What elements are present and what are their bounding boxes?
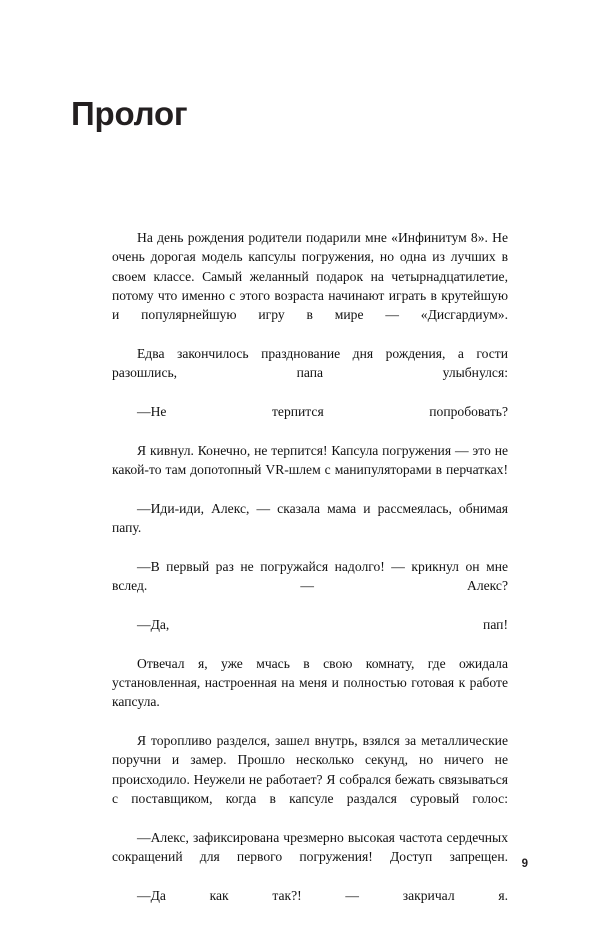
page-number: 9 [521, 858, 528, 870]
dialogue-line: —Алекс, зафиксирована чрезмерно высокая частота сердечных сокращений для первого погружения! Доступ запрещен. [112, 829, 508, 864]
dialogue-line: —Да, пап! [137, 616, 508, 632]
dialogue-line: —Иди-иди, Алекс, — сказала мама и рассмеялась, обнимая папу. [112, 500, 508, 536]
body-text-column [112, 228, 508, 924]
paragraph: Я кивнул. Конечно, не терпится! Капсула погружения — это не какой-то там допотопный VR-шлем с манипуляторами в перчатках! [112, 442, 508, 478]
paragraph: Едва закончилось празднование дня рождения, а гости разошлись, папа улыбнулся: [112, 346, 508, 381]
paragraph: На день рождения родители подарили мне «Инфинитум 8». Не очень дорогая модель капсулы погружения, но одна из лучших в своем классе. Самый желанный подарок на четырнадцатилетие, потому что именно с этого возраста начинают играть в крутейшую и популярнейшую игру в мире — «Дисгардиум». [112, 230, 508, 323]
dialogue-line: —Да как так?! — закричал я. [137, 887, 508, 903]
page-title: Пролог [71, 95, 188, 133]
dialogue-line: —Не терпится попробовать? [137, 404, 508, 420]
dialogue-line: —В первый раз не погружайся надолго! — крикнул он мне вслед. — Алекс? [112, 558, 508, 594]
paragraph: Я торопливо разделся, зашел внутрь, взялся за металлические поручни и замер. Прошло несколько секунд, но ничего не происходило. Неужели не работает? Я собрался бежать связываться с поставщиком, когда в капсуле раздался суровый голос: [112, 732, 508, 806]
paragraph: Отвечал я, уже мчась в свою комнату, где ожидала установленная, настроенная на меня и полностью готовая к работе капсула. [112, 655, 508, 710]
